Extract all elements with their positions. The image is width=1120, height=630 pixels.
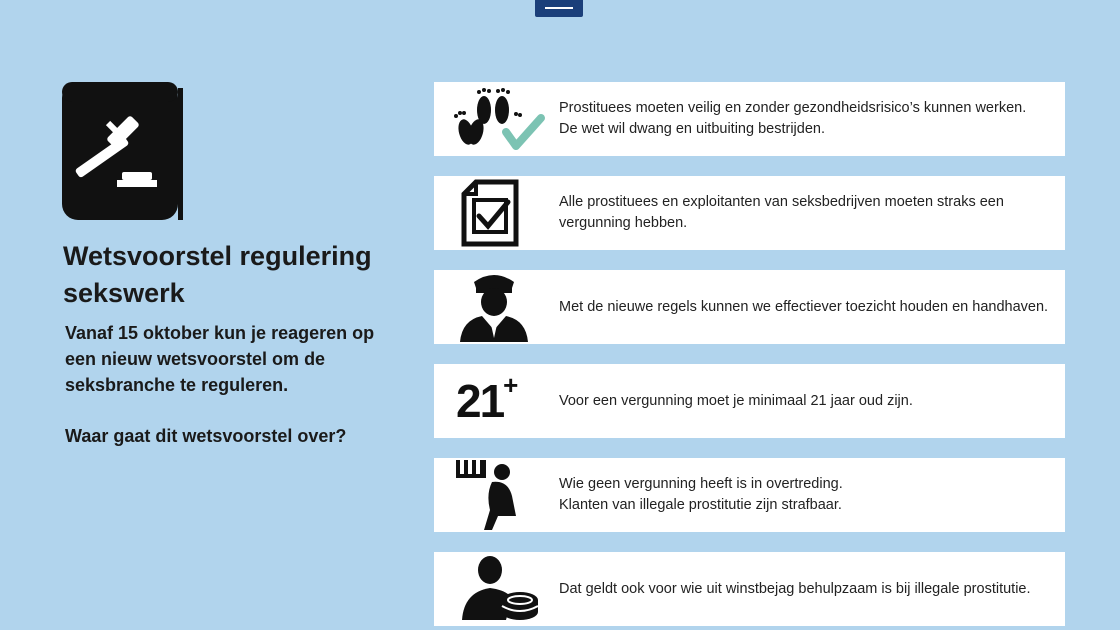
- card-text: [559, 270, 1055, 344]
- intro-text: Vanaf 15 oktober kun je reageren op een nieuw wetsvoorstel om de seksbranche te reguleren.: [65, 323, 375, 395]
- card-text: [559, 82, 1055, 156]
- age-21-plus-icon: [446, 366, 546, 436]
- card-line: Voor een vergunning moet je minimaal 21 jaar oud zijn.: [559, 392, 913, 409]
- card-line: De wet wil dwang en uitbuiting bestrijden.: [559, 121, 825, 137]
- age-badge-plus: +: [503, 370, 519, 400]
- age-badge-number: 21: [456, 375, 504, 427]
- info-card-profit: [434, 552, 1065, 626]
- police-officer-icon: [446, 272, 546, 342]
- card-line: Klanten van illegale prostitutie zijn strafbaar.: [559, 497, 842, 513]
- government-logo: [535, 0, 583, 17]
- question-text: Waar gaat dit wetsvoorstel over?: [65, 426, 347, 446]
- prisoner-icon: [446, 460, 546, 530]
- info-card-license: [434, 176, 1065, 250]
- card-line: Prostituees moeten veilig en zonder gezondheidsrisico’s kunnen werken.: [559, 100, 1027, 116]
- card-line: Dat geldt ook voor wie uit winstbejag behulpzaam is bij illegale prostitutie.: [559, 580, 1031, 597]
- info-card-age: [434, 364, 1065, 438]
- footprints-check-icon: [446, 84, 546, 154]
- card-text: [559, 176, 1055, 250]
- card-line: Wie geen vergunning heeft is in overtreding.: [559, 476, 843, 492]
- card-line: Met de nieuwe regels kunnen we effectiever toezicht houden en handhaven.: [559, 298, 1049, 315]
- checklist-document-icon: [446, 178, 546, 248]
- info-card-safety: [434, 82, 1065, 156]
- info-card-enforcement: [434, 270, 1065, 344]
- info-card-violation: [434, 458, 1065, 532]
- person-money-icon: [446, 554, 546, 624]
- law-book-gavel-icon: [62, 82, 186, 222]
- card-text: [559, 364, 1055, 438]
- page-title: Wetsvoorstel regulering sekswerk: [63, 241, 372, 308]
- card-text: [559, 552, 1055, 626]
- card-text: [559, 458, 1055, 532]
- card-line: Alle prostituees en exploitanten van seksbedrijven moeten straks een vergunning hebben.: [559, 194, 1004, 231]
